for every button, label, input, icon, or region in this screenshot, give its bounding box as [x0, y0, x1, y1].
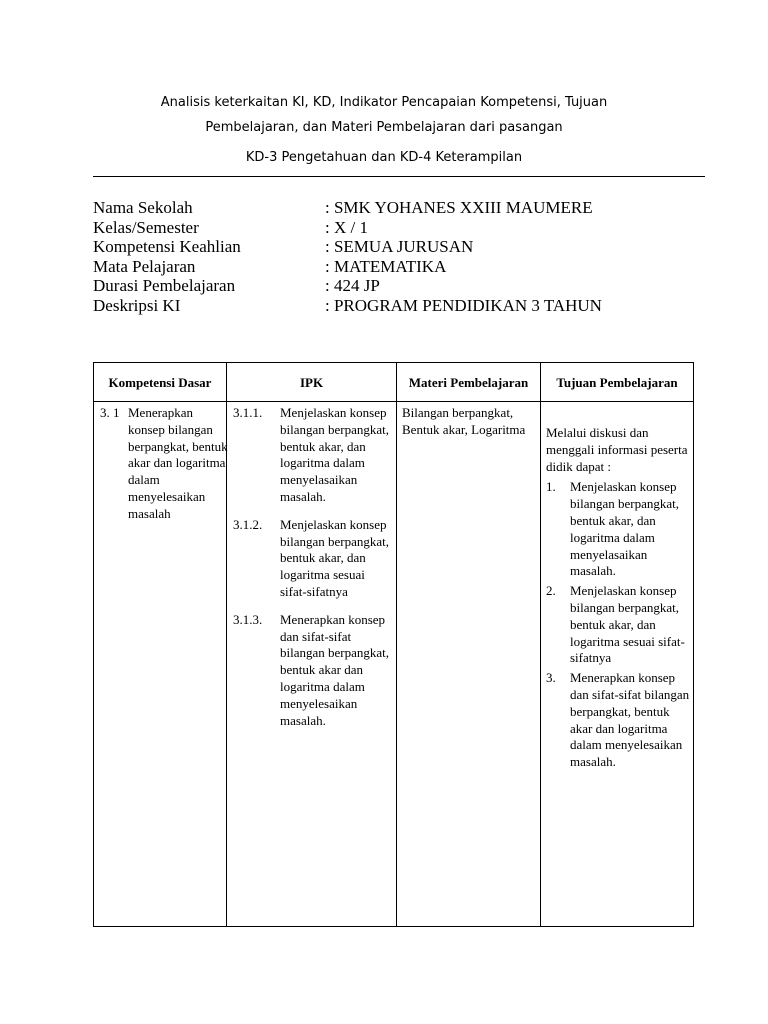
ipk-item [233, 405, 393, 506]
info-row-nama-sekolah [93, 198, 602, 218]
ipk-item [233, 517, 393, 601]
ipk-text: Menerapkan konsep dan sifat-sifat bilangan berpangkat, bentuk akar dan logaritma dalam menyelesaikan masalah. [280, 611, 390, 728]
info-value: : SMK YOHANES XXIII MAUMERE [325, 198, 593, 217]
document-title-line-2: Pembelajaran, dan Materi Pembelajaran dari pasangan [205, 120, 563, 135]
tujuan-item [546, 583, 694, 667]
header-divider [94, 401, 693, 402]
header-ipk: IPK [299, 374, 324, 390]
info-label: Kompetensi Keahlian [93, 237, 241, 257]
ipk-number: 3.1.2. [233, 516, 263, 532]
info-value: : PROGRAM PENDIDIKAN 3 TAHUN [325, 295, 602, 315]
info-label: Durasi Pembelajaran [93, 276, 236, 296]
info-label: Kelas/Semester [93, 217, 199, 237]
info-value: : X / 1 [325, 217, 368, 237]
ipk-number: 3.1.1. [233, 405, 263, 420]
tujuan-text: Menjelaskan konsep bilangan berpangkat, bentuk akar, dan logaritma sesuai sifat-sifatnya [570, 583, 685, 666]
ipk-number: 3.1.3. [233, 611, 263, 627]
ipk-text: Menjelaskan konsep bilangan berpangkat, bentuk akar, dan logaritma sesuai sifat-sifatnya [280, 516, 390, 599]
tujuan-intro: Melalui diskusi dan menggali informasi peserta didik dapat : [546, 425, 688, 474]
tujuan-text: Menjelaskan konsep bilangan berpangkat, bentuk akar, dan logaritma dalam menyelasaikan masalah. [570, 479, 680, 579]
tujuan-text: Menerapkan konsep dan sifat-sifat bilangan berpangkat, bentuk akar dan logaritma dalam menyelesaikan masalah. [570, 670, 690, 770]
info-label: Nama Sekolah [93, 198, 193, 217]
tujuan-number: 1. [546, 479, 556, 495]
header-tujuan-pembelajaran: Tujuan Pembelajaran [556, 374, 678, 390]
ipk-item [233, 612, 393, 730]
ipk-text: Menjelaskan konsep bilangan berpangkat, bentuk akar, dan logaritma dalam menyelasaikan masalah. [280, 405, 390, 504]
info-value: : 424 JP [325, 276, 380, 296]
info-label: Deskripsi KI [93, 295, 181, 315]
analysis-table [93, 362, 694, 927]
tujuan-number: 2. [546, 583, 556, 599]
info-value: : SEMUA JURUSAN [325, 237, 474, 257]
title-divider [93, 176, 705, 177]
tujuan-item [546, 479, 694, 580]
document-title-line-1: Analisis keterkaitan KI, KD, Indikator Pencapaian Kompetensi, Tujuan [160, 95, 608, 110]
tujuan-cell [546, 425, 694, 771]
column-divider [396, 363, 397, 926]
kd-number: 3. 1 [100, 405, 120, 420]
info-row-mata-pelajaran [93, 257, 602, 277]
info-label: Mata Pelajaran [93, 256, 196, 276]
kd-text: Menerapkan konsep bilangan berpangkat, bentuk akar dan logaritma dalam menyelesaikan masalah [128, 405, 228, 521]
tujuan-item [546, 670, 694, 771]
info-row-kelas-semester [93, 218, 602, 238]
tujuan-number: 3. [546, 670, 556, 686]
info-row-deskripsi-ki [93, 296, 602, 316]
info-row-kompetensi-keahlian [93, 237, 602, 257]
column-divider [540, 363, 541, 926]
info-block [93, 198, 602, 316]
info-value: : MATEMATIKA [325, 256, 447, 276]
info-row-durasi-pembelajaran [93, 276, 602, 296]
header-materi-pembelajaran: Materi Pembelajaran [408, 374, 529, 390]
materi-cell: Bilangan berpangkat, Bentuk akar, Logaritma [402, 405, 526, 437]
ipk-cell [233, 405, 393, 729]
header-kompetensi-dasar: Kompetensi Dasar [108, 374, 212, 390]
document-title-line-3: KD-3 Pengetahuan dan KD-4 Keterampilan [245, 150, 523, 165]
